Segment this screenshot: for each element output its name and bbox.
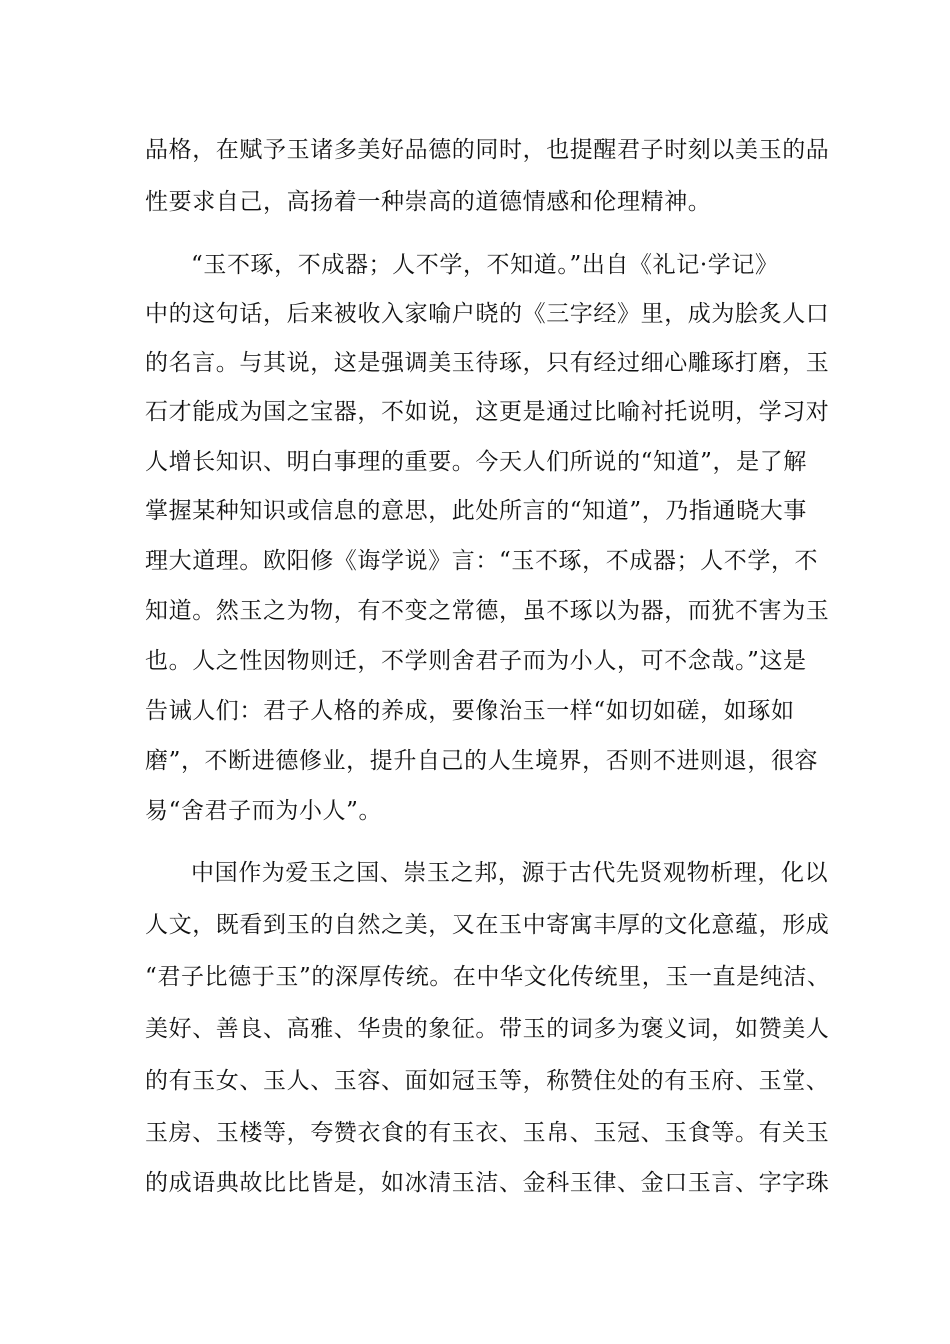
- text-line: 也。人之性因物则迁，不学则舍君子而为小人，可不念哉。”这是: [145, 648, 807, 674]
- text-line: 玉房、玉楼等，夸赞衣食的有玉衣、玉帛、玉冠、玉食等。有关玉: [145, 1120, 830, 1146]
- text-line: 美好、善良、高雅、华贵的象征。带玉的词多为褒义词，如赞美人: [145, 1016, 830, 1042]
- text-line: 磨”，不断进德修业，提升自己的人生境界，否则不进则退，很容: [145, 748, 819, 774]
- text-line: 中国作为爱玉之国、崇玉之邦，源于古代先贤观物析理，化以: [191, 860, 829, 886]
- text-line: 中的这句话，后来被收入家喻户晓的《三字经》里，成为脍炙人口: [145, 301, 830, 327]
- text-line: 的名言。与其说，这是强调美玉待琢，只有经过细心雕琢打磨，玉: [145, 350, 830, 376]
- text-line: 品格，在赋予玉诸多美好品德的同时，也提醒君子时刻以美玉的品: [145, 137, 830, 163]
- text-line: 的成语典故比比皆是，如冰清玉洁、金科玉律、金口玉言、字字珠: [145, 1170, 830, 1196]
- text-line: 人文，既看到玉的自然之美，又在玉中寄寓丰厚的文化意蕴，形成: [145, 912, 830, 938]
- text-line: 知道。然玉之为物，有不变之常德，虽不琢以为器，而犹不害为玉: [145, 598, 830, 624]
- text-line: 性要求自己，高扬着一种崇高的道德情感和伦理精神。: [145, 189, 712, 215]
- text-line: 人增长知识、明白事理的重要。今天人们所说的“知道”，是了解: [145, 449, 807, 475]
- text-line: 的有玉女、玉人、玉容、面如冠玉等，称赞住处的有玉府、玉堂、: [145, 1068, 830, 1094]
- text-line: 理大道理。欧阳修《诲学说》言：“玉不琢，不成器；人不学，不: [145, 548, 819, 574]
- text-line: “君子比德于玉”的深厚传统。在中华文化传统里，玉一直是纯洁、: [145, 964, 831, 990]
- text-line: 掌握某种知识或信息的意思，此处所言的“知道”，乃指通晓大事: [145, 498, 807, 524]
- text-line: “玉不琢，不成器；人不学，不知道。”出自《礼记·学记》: [191, 252, 779, 278]
- text-line: 易“舍君子而为小人”。: [145, 798, 383, 824]
- text-line: 石才能成为国之宝器，不如说，这更是通过比喻衬托说明，学习对: [145, 399, 830, 425]
- text-line: 告诫人们：君子人格的养成，要像治玉一样“如切如磋，如琢如: [145, 698, 795, 724]
